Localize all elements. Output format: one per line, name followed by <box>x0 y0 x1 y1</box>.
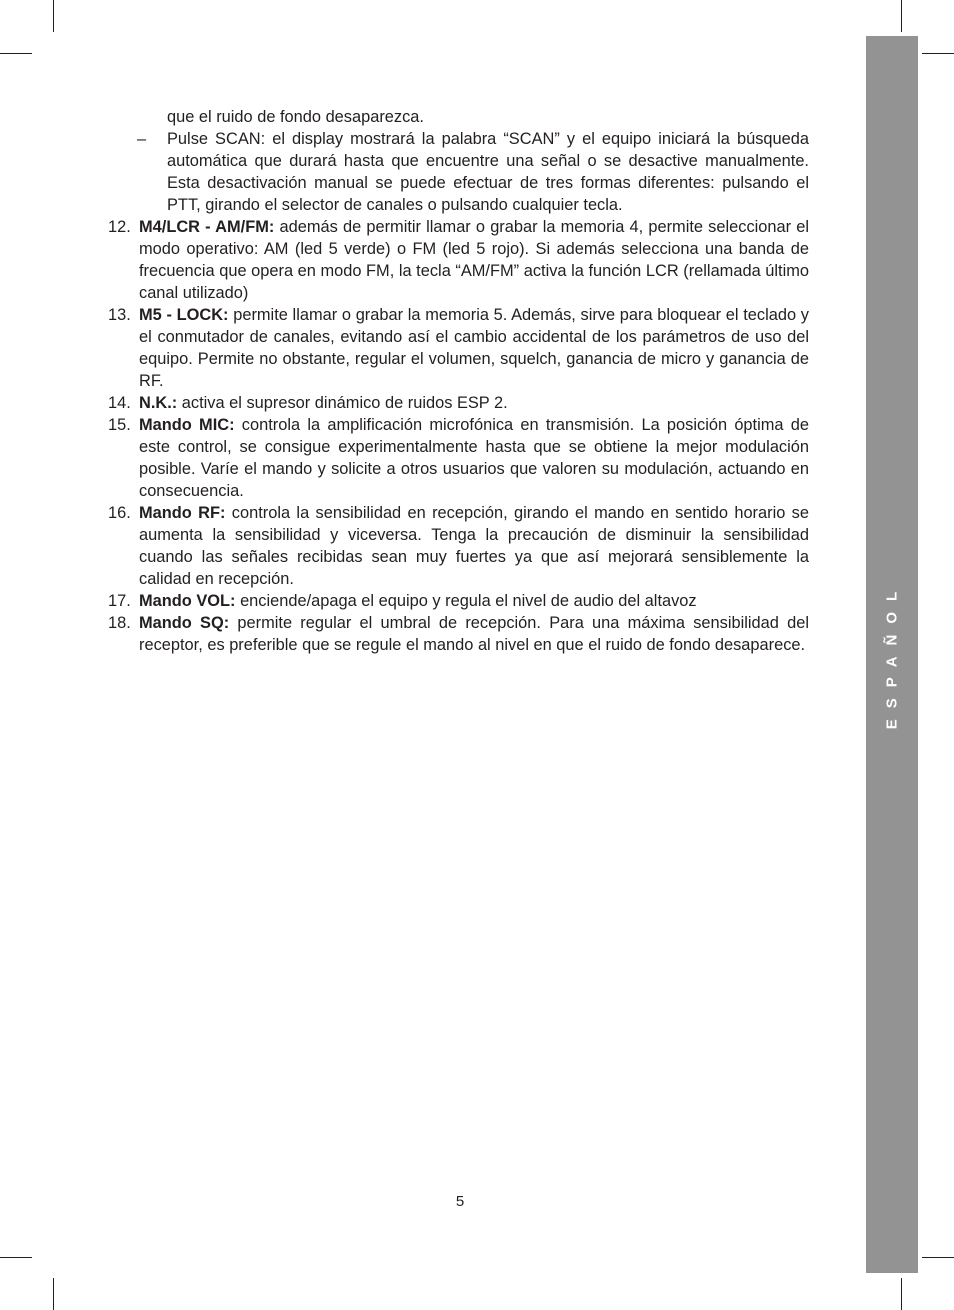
item-text <box>139 216 809 304</box>
item-text <box>139 502 809 590</box>
item-number: 14. <box>108 394 131 412</box>
dash-list-item <box>108 128 809 216</box>
item-number: 17. <box>108 592 131 610</box>
crop-mark-top-left-h <box>0 53 32 54</box>
item-text <box>139 414 809 502</box>
item-description: permite regular el umbral de recepción. Para una máxima sensibilidad del receptor, es preferible que se regule el mando al nivel en que el ruido de fondo desaparece. <box>139 614 809 654</box>
item-number: 12. <box>108 218 131 236</box>
item-term: Mando RF: <box>139 504 226 522</box>
item-term: M4/LCR - AM/FM: <box>139 218 275 236</box>
crop-mark-top-right <box>901 0 902 32</box>
item-term: N.K.: <box>139 394 178 412</box>
item-number: 16. <box>108 504 131 522</box>
list-item <box>108 304 809 392</box>
item-description: permite llamar o grabar la memoria 5. Además, sirve para bloquear el teclado y el conmutador de canales, evitando así el cambio accidental de los parámetros de uso del equipo. Permite no obstante, regular el volumen, squelch, ganancia de micro y ganancia de RF. <box>139 306 809 390</box>
item-text <box>139 612 809 656</box>
list-item <box>108 502 809 590</box>
item-number: 18. <box>108 614 131 632</box>
item-description: enciende/apaga el equipo y regula el nivel de audio del altavoz <box>235 592 697 610</box>
item-term: Mando MIC: <box>139 416 235 434</box>
crop-mark-top-right-h <box>922 53 954 54</box>
dash-item-text: Pulse SCAN: el display mostrará la palabra “SCAN” y el equipo iniciará la búsqueda automática que durará hasta que encuentre una señal o se desactive manualmente. Esta desactivación manual se puede efectuar de tres formas diferentes: pulsando el PTT, girando el selector de canales o pulsando cualquier tecla. <box>167 130 809 214</box>
crop-mark-bottom-left <box>53 1278 54 1310</box>
item-text <box>139 392 809 414</box>
item-term: Mando SQ: <box>139 614 230 632</box>
page-number: 5 <box>455 1193 465 1210</box>
crop-mark-top-left <box>53 0 54 32</box>
item-description: controla la sensibilidad en recepción, girando el mando en sentido horario se aumenta la sensibilidad y viceversa. Tenga la precaución de disminuir la sensibilidad cuando las señales recibidas sean muy fuertes ya que así mejorará sensiblemente la calidad en recepción. <box>139 504 809 588</box>
item-description: controla la amplificación microfónica en transmisión. La posición óptima de este control, se consigue experimentalmente hasta que se obtiene la mejor modulación posible. Varíe el mando y solicite a otros usuarios que valoren su modulación, actuando en consecuencia. <box>139 416 809 500</box>
list-item <box>108 392 809 414</box>
item-text <box>139 304 809 392</box>
item-number: 15. <box>108 416 131 434</box>
crop-mark-bottom-right-h <box>922 1257 954 1258</box>
item-term: Mando VOL: <box>139 592 236 610</box>
document-body <box>108 106 809 656</box>
crop-mark-bottom-right <box>901 1278 902 1310</box>
item-term: M5 - LOCK: <box>139 306 229 324</box>
list-item <box>108 216 809 304</box>
item-description: además de permitir llamar o grabar la memoria 4, permite seleccionar el modo operativo: AM (led 5 verde) o FM (led 5 rojo). Si además selecciona una banda de frecuencia que opera en modo FM, la tecla “AM/FM” activa la función LCR (rellamada último canal utilizado) <box>139 218 809 302</box>
language-side-label: ESPAÑOL <box>883 580 901 730</box>
continued-text: que el ruido de fondo desaparezca. <box>167 108 424 126</box>
list-item <box>108 414 809 502</box>
numbered-list <box>108 216 809 656</box>
item-number: 13. <box>108 306 131 324</box>
dash-marker: – <box>137 130 147 148</box>
item-description: activa el supresor dinámico de ruidos ESP 2. <box>177 394 508 412</box>
list-item <box>108 612 809 656</box>
item-text <box>139 590 809 612</box>
crop-mark-bottom-left-h <box>0 1257 32 1258</box>
list-item <box>108 590 809 612</box>
